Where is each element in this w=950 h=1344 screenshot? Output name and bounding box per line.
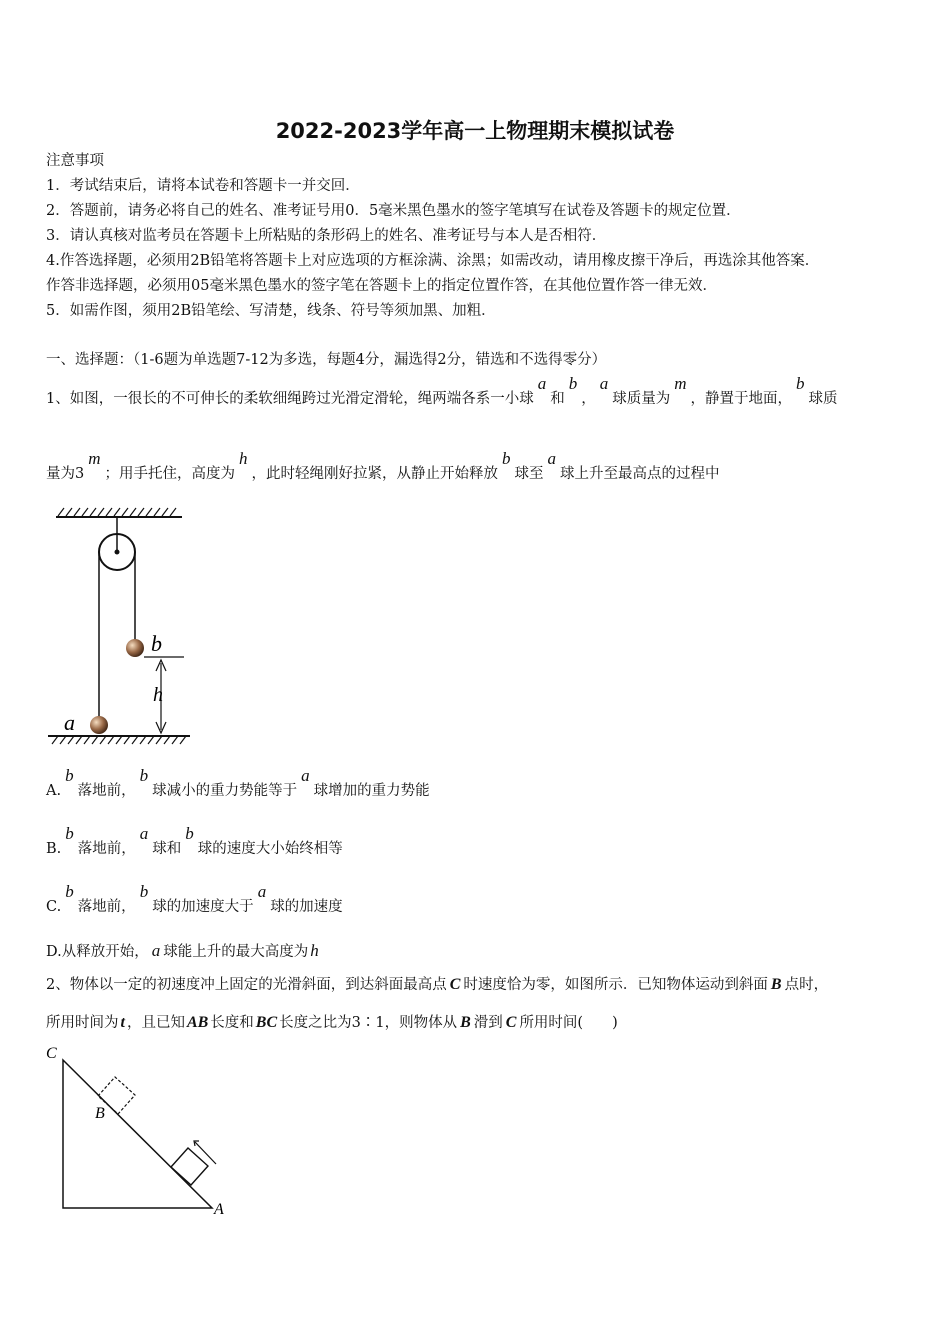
incline-triangle	[63, 1060, 212, 1208]
option-d[interactable]: D.从释放开始， a 球能上升的最大高度为 h	[46, 941, 319, 960]
notice-item: 2．答题前，请务必将自己的姓名、准考证号用0．5毫米黑色墨水的签字笔填写在试卷及答题卡的规定位置．	[46, 203, 741, 219]
pulley-figure	[44, 500, 204, 750]
option-a[interactable]: A.b落地前，b球减小的重力势能等于a球增加的重力势能	[46, 766, 430, 799]
option-c[interactable]: C.b落地前，b球的加速度大于a球的加速度	[46, 882, 343, 915]
ground-hatch	[52, 736, 186, 744]
q1-line2: 量为3m；用手托住，高度为h，此时轻绳刚好拉紧，从静止开始释放b球至a球上升至最高点的过程中	[46, 449, 720, 482]
notice-item: 3．请认真核对监考员在答题卡上所粘贴的条形码上的姓名、准考证号与本人是否相符．	[46, 228, 607, 244]
notice-item: 作答非选择题，必须用05毫米黑色墨水的签字笔在答题卡上的指定位置作答，在其他位置作答一律无效．	[46, 278, 717, 294]
velocity-arrow	[195, 1142, 216, 1164]
notice-item: 1．考试结束后，请将本试卷和答题卡一并交回．	[46, 178, 360, 194]
page-title: 2022-2023学年高一上物理期末模拟试卷	[275, 119, 675, 143]
ball-a	[90, 716, 108, 734]
option-b[interactable]: B.b落地前，a球和b球的速度大小始终相等	[46, 824, 343, 857]
block	[171, 1148, 208, 1185]
q2-line1: 2、物体以一定的初速度冲上固定的光滑斜面，到达斜面最高点 C 时速度恰为零，如图所示．已知物体运动到斜面 B 点时，	[46, 976, 829, 993]
label-b: b	[151, 631, 162, 656]
label-b: B	[95, 1105, 105, 1122]
ceiling-hatch	[58, 508, 176, 516]
label-a: A	[214, 1201, 224, 1218]
ball-b	[126, 639, 144, 657]
label-c: C	[46, 1045, 57, 1062]
notice-heading: 注意事项	[46, 153, 104, 169]
section-heading: 一、选择题：（1-6题为单选题7-12为多选，每题4分，漏选得2分，错选和不选得零分）	[46, 352, 607, 368]
label-h: h	[153, 684, 163, 706]
notice-item: 4.作答选择题，必须用2B铅笔将答题卡上对应选项的方框涂满、涂黑；如需改动，请用橡皮擦干净后，再选涂其他答案．	[46, 253, 820, 269]
q1-line1: 1、如图，一很长的不可伸长的柔软细绳跨过光滑定滑轮，绳两端各系一小球a和b，a球质量为m，静置于地面，b球质	[46, 374, 838, 407]
incline-figure	[40, 1040, 240, 1220]
label-a: a	[64, 710, 75, 735]
notice-item: 5．如需作图，须用2B铅笔绘、写清楚，线条、符号等须加黑、加粗．	[46, 303, 496, 319]
q2-line2: 所用时间为 t ，且已知 AB 长度和 BC 长度之比为3∶1，则物体从 B 滑到 C 所用时间( )	[46, 1014, 618, 1031]
